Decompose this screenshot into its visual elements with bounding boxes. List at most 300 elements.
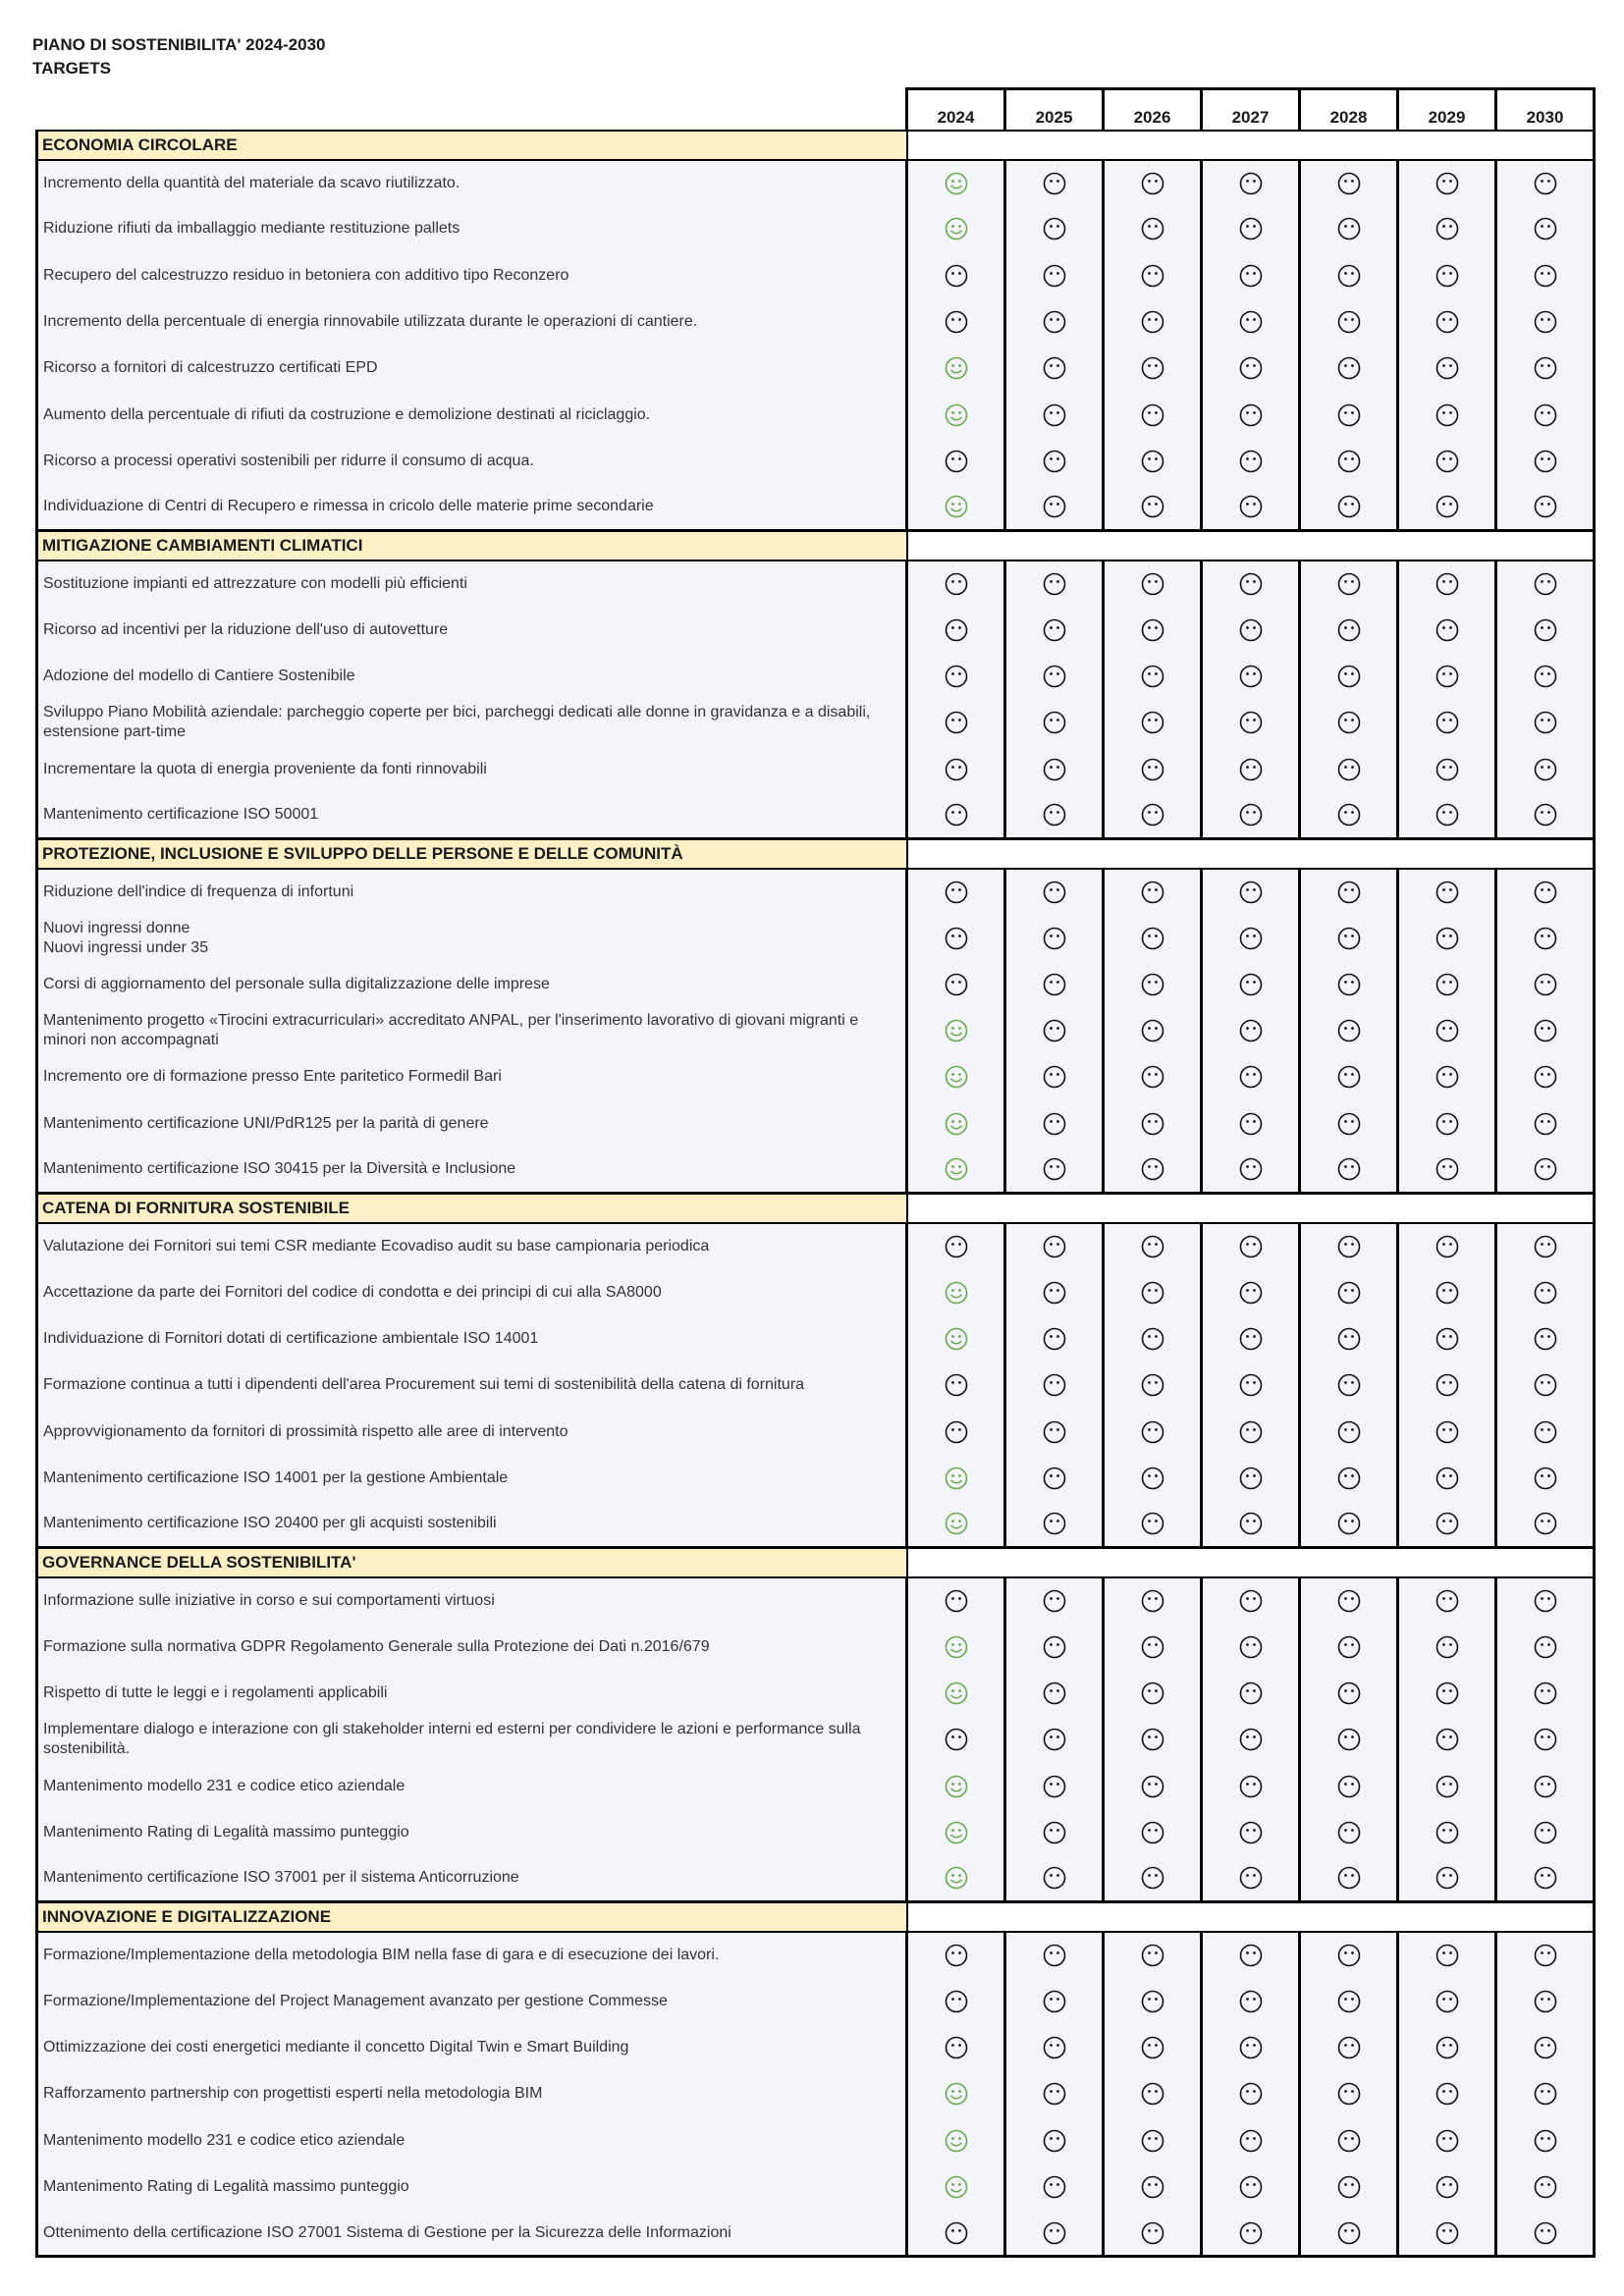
status-cell <box>1202 1502 1300 1548</box>
smiley-pending-icon <box>1336 216 1362 241</box>
smiley-achieved-icon <box>944 1820 969 1845</box>
target-row <box>37 1223 1595 1269</box>
smiley-pending-icon <box>1042 1419 1067 1445</box>
status-cell <box>1202 700 1300 746</box>
status-cell <box>907 1978 1005 2024</box>
smiley-pending-icon <box>1042 1280 1067 1306</box>
year-header: 2029 <box>1398 89 1496 131</box>
smiley-pending-icon <box>1140 1466 1165 1491</box>
smiley-pending-icon <box>1435 1064 1460 1090</box>
smiley-pending-icon <box>1533 1727 1558 1752</box>
status-cell <box>1005 792 1104 838</box>
smiley-pending-icon <box>1336 1280 1362 1306</box>
smiley-pending-icon <box>1238 1865 1264 1891</box>
smiley-pending-icon <box>1042 757 1067 782</box>
target-label: Implementare dialogo e interazione con gli stakeholder interni ed esterni per condividere le azioni e performance sulla sostenibilità. <box>37 1717 907 1763</box>
smiley-pending-icon <box>1140 1865 1165 1891</box>
smiley-pending-icon <box>1042 171 1067 196</box>
smiley-pending-icon <box>944 664 969 689</box>
status-cell <box>1300 2163 1398 2210</box>
smiley-pending-icon <box>1533 1280 1558 1306</box>
section-header-row <box>37 131 1595 160</box>
smiley-pending-icon <box>1238 1111 1264 1137</box>
status-cell <box>1300 1932 1398 1978</box>
status-cell <box>1398 346 1496 392</box>
status-cell <box>1398 1809 1496 1855</box>
target-label: Corsi di aggiornamento del personale sulla digitalizzazione delle imprese <box>37 961 907 1007</box>
smiley-pending-icon <box>1238 1326 1264 1352</box>
smiley-pending-icon <box>1042 1774 1067 1799</box>
smiley-pending-icon <box>1435 355 1460 381</box>
smiley-pending-icon <box>1533 402 1558 428</box>
smiley-pending-icon <box>1140 1064 1165 1090</box>
smiley-pending-icon <box>1533 1943 1558 1968</box>
smiley-pending-icon <box>1042 1588 1067 1614</box>
smiley-pending-icon <box>1238 664 1264 689</box>
status-cell <box>1005 915 1104 961</box>
status-cell <box>1104 1577 1202 1624</box>
status-cell <box>1496 2071 1595 2117</box>
smiley-pending-icon <box>1238 1774 1264 1799</box>
section-header-row <box>37 1194 1595 1223</box>
target-label: Formazione sulla normativa GDPR Regolamento Generale sulla Protezione dei Dati n.2016/679 <box>37 1624 907 1670</box>
smiley-pending-icon <box>1533 1820 1558 1845</box>
status-cell <box>1005 2071 1104 2117</box>
smiley-pending-icon <box>1140 1018 1165 1043</box>
status-cell <box>1398 1932 1496 1978</box>
section-header-spacer <box>907 531 1595 561</box>
smiley-pending-icon <box>1533 802 1558 828</box>
smiley-pending-icon <box>1336 1727 1362 1752</box>
status-cell <box>1496 1717 1595 1763</box>
status-cell <box>1300 298 1398 345</box>
status-cell <box>1398 1978 1496 2024</box>
smiley-pending-icon <box>1140 972 1165 997</box>
smiley-pending-icon <box>1042 1372 1067 1398</box>
status-cell <box>1300 1624 1398 1670</box>
target-row <box>37 1315 1595 1362</box>
status-cell <box>1202 1978 1300 2024</box>
status-cell <box>1005 1978 1104 2024</box>
status-cell <box>907 1670 1005 1716</box>
target-row <box>37 1502 1595 1548</box>
smiley-pending-icon <box>1533 2220 1558 2246</box>
status-cell <box>907 607 1005 653</box>
status-cell <box>1104 561 1202 607</box>
smiley-pending-icon <box>1140 2174 1165 2200</box>
status-cell <box>1496 1362 1595 1409</box>
target-row <box>37 653 1595 699</box>
status-cell <box>907 346 1005 392</box>
smiley-pending-icon <box>1238 926 1264 951</box>
smiley-pending-icon <box>1435 402 1460 428</box>
target-label: Incremento ore di formazione presso Ente paritetico Formedil Bari <box>37 1054 907 1100</box>
smiley-pending-icon <box>944 926 969 951</box>
target-label: Accettazione da parte dei Fornitori del codice di condotta e dei principi di cui alla SA8000 <box>37 1269 907 1315</box>
status-cell <box>1300 961 1398 1007</box>
smiley-pending-icon <box>1238 216 1264 241</box>
status-cell <box>1496 746 1595 792</box>
status-cell <box>1300 653 1398 699</box>
status-cell <box>1300 1856 1398 1902</box>
smiley-pending-icon <box>1435 1280 1460 1306</box>
target-row <box>37 1455 1595 1501</box>
status-cell <box>1398 1315 1496 1362</box>
smiley-pending-icon <box>1336 1372 1362 1398</box>
target-label: Sostituzione impianti ed attrezzature con modelli più efficienti <box>37 561 907 607</box>
year-header: 2027 <box>1202 89 1300 131</box>
status-cell <box>1005 485 1104 531</box>
status-cell <box>907 561 1005 607</box>
status-cell <box>1005 1455 1104 1501</box>
status-cell <box>1005 1502 1104 1548</box>
smiley-pending-icon <box>1042 309 1067 335</box>
status-cell <box>907 1409 1005 1455</box>
smiley-pending-icon <box>1140 1588 1165 1614</box>
status-cell <box>1202 2117 1300 2163</box>
smiley-pending-icon <box>1042 263 1067 289</box>
status-cell <box>1202 206 1300 252</box>
status-cell <box>907 1932 1005 1978</box>
status-cell <box>1104 1455 1202 1501</box>
smiley-pending-icon <box>944 1943 969 1968</box>
smiley-pending-icon <box>1435 1466 1460 1491</box>
status-cell <box>1300 1409 1398 1455</box>
status-cell <box>1300 746 1398 792</box>
smiley-pending-icon <box>1042 1064 1067 1090</box>
smiley-pending-icon <box>1336 757 1362 782</box>
status-cell <box>1398 1502 1496 1548</box>
smiley-pending-icon <box>944 802 969 828</box>
status-cell <box>1300 1223 1398 1269</box>
smiley-pending-icon <box>1042 1326 1067 1352</box>
page-title: PIANO DI SOSTENIBILITA' 2024-2030 <box>32 35 326 54</box>
smiley-pending-icon <box>1042 1018 1067 1043</box>
status-cell <box>1398 1008 1496 1054</box>
smiley-pending-icon <box>1533 1588 1558 1614</box>
status-cell <box>1496 298 1595 345</box>
smiley-pending-icon <box>1140 1234 1165 1259</box>
status-cell <box>1005 746 1104 792</box>
status-cell <box>1398 1054 1496 1100</box>
smiley-pending-icon <box>1140 1820 1165 1845</box>
status-cell <box>1202 1054 1300 1100</box>
smiley-pending-icon <box>1533 1372 1558 1398</box>
smiley-pending-icon <box>1435 1820 1460 1845</box>
smiley-pending-icon <box>1533 1774 1558 1799</box>
status-cell <box>907 2163 1005 2210</box>
status-cell <box>1202 1455 1300 1501</box>
status-cell <box>1300 869 1398 915</box>
status-cell <box>1202 561 1300 607</box>
smiley-pending-icon <box>944 263 969 289</box>
status-cell <box>907 1624 1005 1670</box>
target-label: Sviluppo Piano Mobilità aziendale: parcheggio coperte per bici, parcheggi dedicati alle donne in gravidanza e a disabili, estensione part-time <box>37 700 907 746</box>
target-label: Individuazione di Centri di Recupero e rimessa in cricolo delle materie prime secondarie <box>37 485 907 531</box>
smiley-pending-icon <box>1336 309 1362 335</box>
status-cell <box>1300 1100 1398 1147</box>
status-cell <box>1202 1717 1300 1763</box>
smiley-pending-icon <box>1238 1943 1264 1968</box>
status-cell <box>1300 1670 1398 1716</box>
smiley-pending-icon <box>1435 1018 1460 1043</box>
status-cell <box>1104 607 1202 653</box>
status-cell <box>907 485 1005 531</box>
smiley-pending-icon <box>944 880 969 905</box>
target-label: Incremento della quantità del materiale da scavo riutilizzato. <box>37 160 907 206</box>
smiley-pending-icon <box>944 1588 969 1614</box>
smiley-pending-icon <box>1238 1727 1264 1752</box>
smiley-pending-icon <box>1140 571 1165 597</box>
status-cell <box>1496 1147 1595 1193</box>
status-cell <box>1300 1502 1398 1548</box>
status-cell <box>1300 607 1398 653</box>
status-cell <box>1202 2071 1300 2117</box>
status-cell <box>1398 2163 1496 2210</box>
status-cell <box>1496 346 1595 392</box>
smiley-achieved-icon <box>944 1634 969 1660</box>
smiley-pending-icon <box>1435 571 1460 597</box>
status-cell <box>1398 1455 1496 1501</box>
smiley-pending-icon <box>1140 263 1165 289</box>
smiley-pending-icon <box>1336 1111 1362 1137</box>
status-cell <box>1496 915 1595 961</box>
smiley-pending-icon <box>1533 972 1558 997</box>
status-cell <box>1398 1100 1496 1147</box>
target-row <box>37 392 1595 438</box>
status-cell <box>1496 653 1595 699</box>
smiley-pending-icon <box>1238 1372 1264 1398</box>
smiley-pending-icon <box>1140 2035 1165 2060</box>
smiley-achieved-icon <box>944 1018 969 1043</box>
year-header-row <box>37 89 1595 131</box>
status-cell <box>1496 1223 1595 1269</box>
smiley-achieved-icon <box>944 494 969 519</box>
smiley-pending-icon <box>1042 1989 1067 2014</box>
status-cell <box>907 653 1005 699</box>
smiley-pending-icon <box>1336 171 1362 196</box>
status-cell <box>1202 160 1300 206</box>
section-title: MITIGAZIONE CAMBIAMENTI CLIMATICI <box>37 531 907 561</box>
smiley-pending-icon <box>1238 1466 1264 1491</box>
smiley-achieved-icon <box>944 1774 969 1799</box>
status-cell <box>1005 1269 1104 1315</box>
smiley-achieved-icon <box>944 355 969 381</box>
section-title: CATENA DI FORNITURA SOSTENIBILE <box>37 1194 907 1223</box>
smiley-pending-icon <box>1336 926 1362 951</box>
status-cell <box>1104 2071 1202 2117</box>
status-cell <box>1202 2163 1300 2210</box>
status-cell <box>1300 252 1398 298</box>
smiley-pending-icon <box>1042 216 1067 241</box>
status-cell <box>1005 1717 1104 1763</box>
smiley-pending-icon <box>1336 1865 1362 1891</box>
target-label: Mantenimento certificazione ISO 30415 per la Diversità e Inclusione <box>37 1147 907 1193</box>
status-cell <box>1300 792 1398 838</box>
smiley-pending-icon <box>1042 617 1067 643</box>
smiley-pending-icon <box>1238 1634 1264 1660</box>
smiley-pending-icon <box>944 571 969 597</box>
smiley-pending-icon <box>1533 263 1558 289</box>
smiley-pending-icon <box>1533 1865 1558 1891</box>
target-label: Informazione sulle iniziative in corso e sui comportamenti virtuosi <box>37 1577 907 1624</box>
smiley-pending-icon <box>1533 1234 1558 1259</box>
smiley-pending-icon <box>1336 710 1362 735</box>
status-cell <box>1496 1856 1595 1902</box>
smiley-pending-icon <box>1533 880 1558 905</box>
status-cell <box>1300 915 1398 961</box>
smiley-pending-icon <box>1533 571 1558 597</box>
section-header-spacer <box>907 839 1595 869</box>
smiley-achieved-icon <box>944 2081 969 2107</box>
smiley-pending-icon <box>1042 972 1067 997</box>
smiley-pending-icon <box>1336 1588 1362 1614</box>
status-cell <box>1104 2024 1202 2070</box>
target-label: Mantenimento certificazione UNI/PdR125 per la parità di genere <box>37 1100 907 1147</box>
target-label: Ricorso a processi operativi sostenibili per ridurre il consumo di acqua. <box>37 438 907 484</box>
status-cell <box>1496 1008 1595 1054</box>
status-cell <box>1202 1624 1300 1670</box>
smiley-pending-icon <box>1238 710 1264 735</box>
targets-table <box>35 87 1596 2258</box>
status-cell <box>1202 961 1300 1007</box>
smiley-pending-icon <box>1533 449 1558 474</box>
smiley-pending-icon <box>1140 1727 1165 1752</box>
smiley-pending-icon <box>1336 449 1362 474</box>
target-row <box>37 700 1595 746</box>
status-cell <box>1398 2071 1496 2117</box>
status-cell <box>907 746 1005 792</box>
smiley-pending-icon <box>1533 2174 1558 2200</box>
status-cell <box>1202 746 1300 792</box>
status-cell <box>907 252 1005 298</box>
target-label: Mantenimento certificazione ISO 50001 <box>37 792 907 838</box>
smiley-pending-icon <box>1140 355 1165 381</box>
status-cell <box>1300 700 1398 746</box>
smiley-pending-icon <box>1336 1989 1362 2014</box>
status-cell <box>1104 1932 1202 1978</box>
status-cell <box>1104 2163 1202 2210</box>
smiley-pending-icon <box>1336 664 1362 689</box>
status-cell <box>1202 346 1300 392</box>
status-cell <box>1398 485 1496 531</box>
smiley-pending-icon <box>1336 1018 1362 1043</box>
year-header: 2030 <box>1496 89 1595 131</box>
status-cell <box>1104 1315 1202 1362</box>
smiley-pending-icon <box>1238 309 1264 335</box>
status-cell <box>1300 160 1398 206</box>
status-cell <box>1496 1100 1595 1147</box>
smiley-pending-icon <box>944 1727 969 1752</box>
target-row <box>37 561 1595 607</box>
status-cell <box>907 1269 1005 1315</box>
status-cell <box>1202 438 1300 484</box>
smiley-pending-icon <box>1435 1111 1460 1137</box>
smiley-pending-icon <box>1435 1234 1460 1259</box>
smiley-pending-icon <box>1533 926 1558 951</box>
smiley-pending-icon <box>1238 972 1264 997</box>
status-cell <box>1104 1670 1202 1716</box>
status-cell <box>1300 392 1398 438</box>
smiley-achieved-icon <box>944 1865 969 1891</box>
smiley-pending-icon <box>1435 880 1460 905</box>
smiley-pending-icon <box>1140 664 1165 689</box>
smiley-pending-icon <box>1140 449 1165 474</box>
status-cell <box>1005 607 1104 653</box>
section-header-spacer <box>907 1548 1595 1577</box>
year-header: 2024 <box>907 89 1005 131</box>
status-cell <box>1300 1978 1398 2024</box>
status-cell <box>1202 1008 1300 1054</box>
status-cell <box>1398 700 1496 746</box>
status-cell <box>1300 561 1398 607</box>
smiley-pending-icon <box>1140 710 1165 735</box>
smiley-pending-icon <box>1238 2220 1264 2246</box>
status-cell <box>1104 1624 1202 1670</box>
smiley-pending-icon <box>1042 2174 1067 2200</box>
smiley-pending-icon <box>1140 1943 1165 1968</box>
status-cell <box>1300 1763 1398 1809</box>
status-cell <box>1496 2024 1595 2070</box>
target-row <box>37 1670 1595 1716</box>
smiley-pending-icon <box>1042 1727 1067 1752</box>
status-cell <box>1398 1409 1496 1455</box>
status-cell <box>1005 1147 1104 1193</box>
target-row <box>37 206 1595 252</box>
smiley-pending-icon <box>1533 1111 1558 1137</box>
smiley-pending-icon <box>1140 309 1165 335</box>
smiley-pending-icon <box>1238 1280 1264 1306</box>
smiley-pending-icon <box>1042 664 1067 689</box>
smiley-pending-icon <box>1336 1511 1362 1536</box>
target-label: Incremento della percentuale di energia rinnovabile utilizzata durante le operazioni di cantiere. <box>37 298 907 345</box>
status-cell <box>1496 607 1595 653</box>
smiley-pending-icon <box>1435 171 1460 196</box>
section-title: GOVERNANCE DELLA SOSTENIBILITA' <box>37 1548 907 1577</box>
target-label: Ricorso ad incentivi per la riduzione dell'uso di autovetture <box>37 607 907 653</box>
smiley-pending-icon <box>1336 1156 1362 1182</box>
smiley-pending-icon <box>1435 1943 1460 1968</box>
smiley-pending-icon <box>1238 802 1264 828</box>
smiley-pending-icon <box>1435 1634 1460 1660</box>
smiley-pending-icon <box>1042 2220 1067 2246</box>
smiley-pending-icon <box>1533 1156 1558 1182</box>
smiley-pending-icon <box>1042 710 1067 735</box>
smiley-pending-icon <box>1435 710 1460 735</box>
status-cell <box>1202 1147 1300 1193</box>
status-cell <box>1398 961 1496 1007</box>
status-cell <box>907 160 1005 206</box>
smiley-pending-icon <box>1533 1018 1558 1043</box>
smiley-pending-icon <box>1042 1466 1067 1491</box>
status-cell <box>1005 700 1104 746</box>
status-cell <box>1496 792 1595 838</box>
smiley-pending-icon <box>1238 355 1264 381</box>
status-cell <box>1104 206 1202 252</box>
status-cell <box>1104 746 1202 792</box>
smiley-pending-icon <box>1140 1111 1165 1137</box>
smiley-pending-icon <box>1435 1681 1460 1706</box>
smiley-pending-icon <box>1140 402 1165 428</box>
smiley-pending-icon <box>1238 1820 1264 1845</box>
section-header-spacer <box>907 131 1595 160</box>
status-cell <box>1005 1054 1104 1100</box>
status-cell <box>1398 746 1496 792</box>
status-cell <box>1005 160 1104 206</box>
status-cell <box>1202 298 1300 345</box>
smiley-pending-icon <box>1042 1681 1067 1706</box>
smiley-pending-icon <box>1140 1280 1165 1306</box>
